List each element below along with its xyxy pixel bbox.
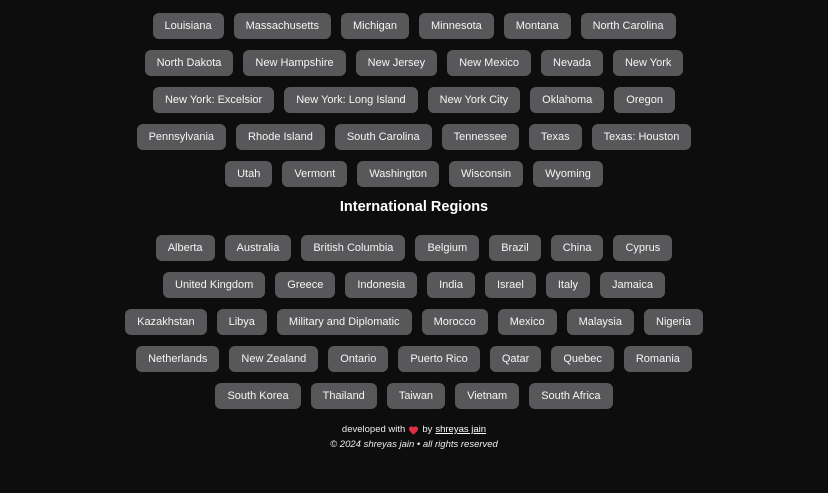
footer-by-text: by <box>422 424 433 435</box>
region-button-michigan[interactable]: Michigan <box>341 13 409 39</box>
region-button-nevada[interactable]: Nevada <box>541 50 603 76</box>
heart-icon <box>408 425 419 436</box>
region-button-netherlands[interactable]: Netherlands <box>136 346 219 372</box>
region-button-italy[interactable]: Italy <box>546 272 590 298</box>
region-button-tennessee[interactable]: Tennessee <box>442 124 519 150</box>
region-button-new-york[interactable]: New York <box>613 50 683 76</box>
region-button-pennsylvania[interactable]: Pennsylvania <box>137 124 226 150</box>
region-button-north-carolina[interactable]: North Carolina <box>581 13 676 39</box>
footer-credit-line <box>0 424 828 436</box>
region-button-china[interactable]: China <box>551 235 604 261</box>
region-button-quebec[interactable]: Quebec <box>551 346 614 372</box>
international-regions-heading: International Regions <box>339 199 489 215</box>
region-button-brazil[interactable]: Brazil <box>489 235 541 261</box>
region-button-minnesota[interactable]: Minnesota <box>419 13 494 39</box>
region-button-kazakhstan[interactable]: Kazakhstan <box>125 309 206 335</box>
region-button-south-africa[interactable]: South Africa <box>529 383 612 409</box>
region-button-louisiana[interactable]: Louisiana <box>153 13 224 39</box>
region-button-israel[interactable]: Israel <box>485 272 536 298</box>
region-row <box>0 309 828 335</box>
region-row <box>0 13 828 39</box>
region-button-new-york-excelsior[interactable]: New York: Excelsior <box>153 87 274 113</box>
region-button-jamaica[interactable]: Jamaica <box>600 272 665 298</box>
region-button-libya[interactable]: Libya <box>217 309 267 335</box>
region-row <box>0 87 828 113</box>
region-button-thailand[interactable]: Thailand <box>311 383 377 409</box>
region-button-rhode-island[interactable]: Rhode Island <box>236 124 325 150</box>
region-button-india[interactable]: India <box>427 272 475 298</box>
region-button-texas-houston[interactable]: Texas: Houston <box>592 124 692 150</box>
region-row <box>0 50 828 76</box>
region-button-massachusetts[interactable]: Massachusetts <box>234 13 331 39</box>
region-button-morocco[interactable]: Morocco <box>422 309 488 335</box>
international-regions-section <box>0 235 828 409</box>
region-button-nigeria[interactable]: Nigeria <box>644 309 703 335</box>
region-button-malaysia[interactable]: Malaysia <box>567 309 634 335</box>
region-button-australia[interactable]: Australia <box>225 235 292 261</box>
region-button-north-dakota[interactable]: North Dakota <box>145 50 234 76</box>
region-button-vietnam[interactable]: Vietnam <box>455 383 519 409</box>
region-button-washington[interactable]: Washington <box>357 161 439 187</box>
region-row <box>0 346 828 372</box>
region-button-new-york-city[interactable]: New York City <box>428 87 520 113</box>
region-button-united-kingdom[interactable]: United Kingdom <box>163 272 265 298</box>
region-button-military-and-diplomatic[interactable]: Military and Diplomatic <box>277 309 412 335</box>
region-button-belgium[interactable]: Belgium <box>415 235 479 261</box>
region-row <box>0 235 828 261</box>
region-button-oregon[interactable]: Oregon <box>614 87 675 113</box>
region-button-texas[interactable]: Texas <box>529 124 582 150</box>
region-button-mexico[interactable]: Mexico <box>498 309 557 335</box>
region-button-south-korea[interactable]: South Korea <box>215 383 300 409</box>
region-button-indonesia[interactable]: Indonesia <box>345 272 417 298</box>
region-button-greece[interactable]: Greece <box>275 272 335 298</box>
region-button-cyprus[interactable]: Cyprus <box>613 235 672 261</box>
region-button-vermont[interactable]: Vermont <box>282 161 347 187</box>
region-button-oklahoma[interactable]: Oklahoma <box>530 87 604 113</box>
region-button-new-mexico[interactable]: New Mexico <box>447 50 531 76</box>
region-row <box>0 272 828 298</box>
region-button-taiwan[interactable]: Taiwan <box>387 383 445 409</box>
author-link[interactable]: shreyas jain <box>435 424 487 435</box>
region-button-new-jersey[interactable]: New Jersey <box>356 50 437 76</box>
region-button-alberta[interactable]: Alberta <box>156 235 215 261</box>
region-button-new-hampshire[interactable]: New Hampshire <box>243 50 345 76</box>
us-states-section <box>0 13 828 187</box>
region-button-british-columbia[interactable]: British Columbia <box>301 235 405 261</box>
region-button-south-carolina[interactable]: South Carolina <box>335 124 432 150</box>
region-button-ontario[interactable]: Ontario <box>328 346 388 372</box>
region-button-new-york-long-island[interactable]: New York: Long Island <box>284 87 417 113</box>
footer-developed-text: developed with <box>341 424 406 435</box>
region-button-utah[interactable]: Utah <box>225 161 272 187</box>
region-button-new-zealand[interactable]: New Zealand <box>229 346 318 372</box>
site-footer <box>0 424 828 451</box>
region-row <box>0 124 828 150</box>
region-row <box>0 161 828 187</box>
region-button-wisconsin[interactable]: Wisconsin <box>449 161 523 187</box>
region-button-wyoming[interactable]: Wyoming <box>533 161 603 187</box>
region-button-qatar[interactable]: Qatar <box>490 346 542 372</box>
footer-copyright: © 2024 shreyas jain • all rights reserved <box>330 439 498 450</box>
region-button-romania[interactable]: Romania <box>624 346 692 372</box>
region-button-montana[interactable]: Montana <box>504 13 571 39</box>
region-row <box>0 383 828 409</box>
region-button-puerto-rico[interactable]: Puerto Rico <box>398 346 479 372</box>
